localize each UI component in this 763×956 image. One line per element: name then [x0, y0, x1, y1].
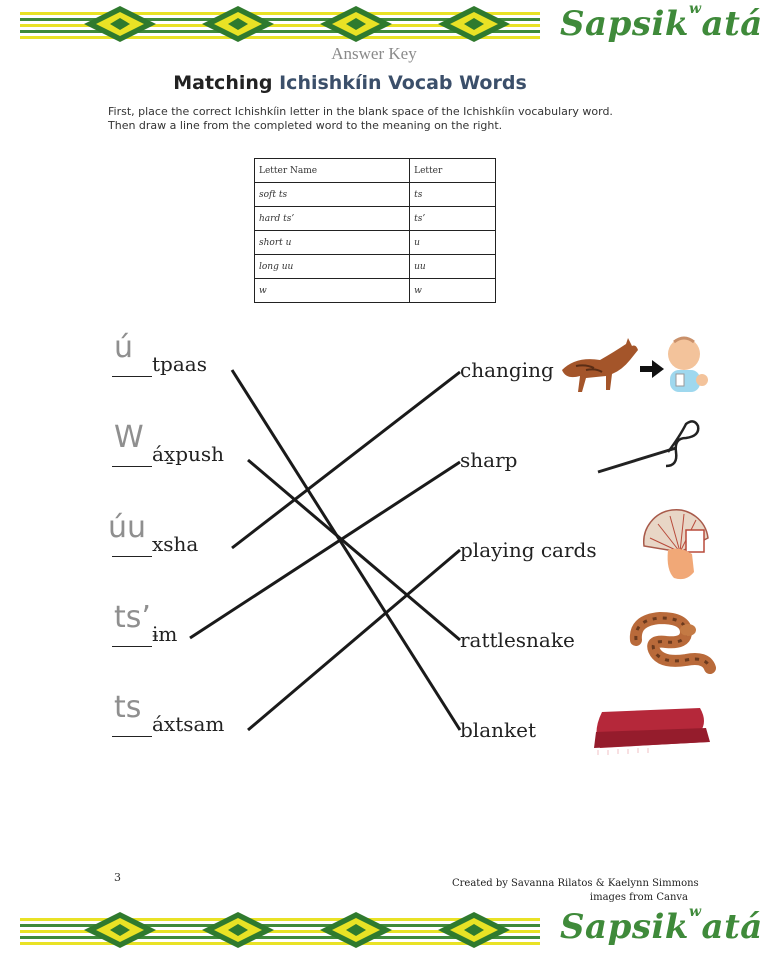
letter-cell: ts: [410, 183, 496, 207]
meaning-label: blanket: [460, 718, 536, 742]
match-line: [248, 460, 460, 640]
needle-icon: [594, 416, 704, 480]
letter-name-cell: soft ts: [255, 183, 410, 207]
word-remainder: áx̱push: [152, 442, 225, 466]
answer-key-label: Answer Key: [331, 44, 417, 63]
answer-letter: úu: [108, 510, 147, 545]
page-title: Matching Ichishkíin Vocab Words: [173, 72, 527, 94]
match-line: [232, 370, 460, 730]
banner-stripe: [20, 942, 540, 945]
letter-cell: w: [410, 279, 496, 303]
letter-name-cell: hard ts’: [255, 207, 410, 231]
brand-logo: Sapsik$^w$atá: [560, 0, 763, 44]
instructions-line-1: First, place the correct Ichishkíin letter in the blank space of the Ichishkíin vocabulary word.: [108, 105, 613, 118]
credit-line-1: Created by Savanna Rilatos & Kaelynn Simmons: [452, 878, 699, 889]
letter-name-cell: short u: [255, 231, 410, 255]
meaning-label: sharp: [460, 448, 518, 472]
word-remainder: áxtsam: [152, 712, 225, 736]
blanket-icon: [588, 702, 714, 758]
word-remainder: xsha: [152, 532, 199, 556]
brand-logo-footer: Sapsik$^w$atá: [560, 903, 763, 947]
letter-name-cell: w: [255, 279, 410, 303]
letter-cell: ts’: [410, 207, 496, 231]
credit-line-2: images from Canva: [589, 892, 688, 903]
credits: [452, 877, 699, 905]
meaning-label: rattlesnake: [460, 628, 575, 652]
fox-to-baby-icon: [556, 330, 726, 402]
word-remainder: tpaas: [152, 352, 207, 376]
meaning-label: playing cards: [460, 538, 597, 562]
answer-letter: ú: [114, 330, 134, 365]
page-number: 3: [114, 871, 121, 884]
meaning-label: changing: [460, 358, 554, 382]
answer-letter: ts’: [114, 600, 151, 635]
playing-cards-icon: [640, 508, 714, 584]
letter-name-cell: long uu: [255, 255, 410, 279]
match-line: [248, 550, 460, 730]
match-line: [190, 462, 460, 638]
letter-cell: uu: [410, 255, 496, 279]
instructions-line-2: Then draw a line from the completed word to the meaning on the right.: [108, 119, 503, 132]
match-line: [232, 372, 460, 548]
answer-letter: W: [114, 420, 144, 455]
rattlesnake-icon: [626, 610, 716, 672]
answer-letter: ts: [114, 690, 142, 725]
column-header-letter: Letter: [410, 159, 496, 183]
column-header-letter-name: Letter Name: [255, 159, 410, 183]
letter-cell: u: [410, 231, 496, 255]
word-remainder: ɨm: [152, 622, 178, 646]
